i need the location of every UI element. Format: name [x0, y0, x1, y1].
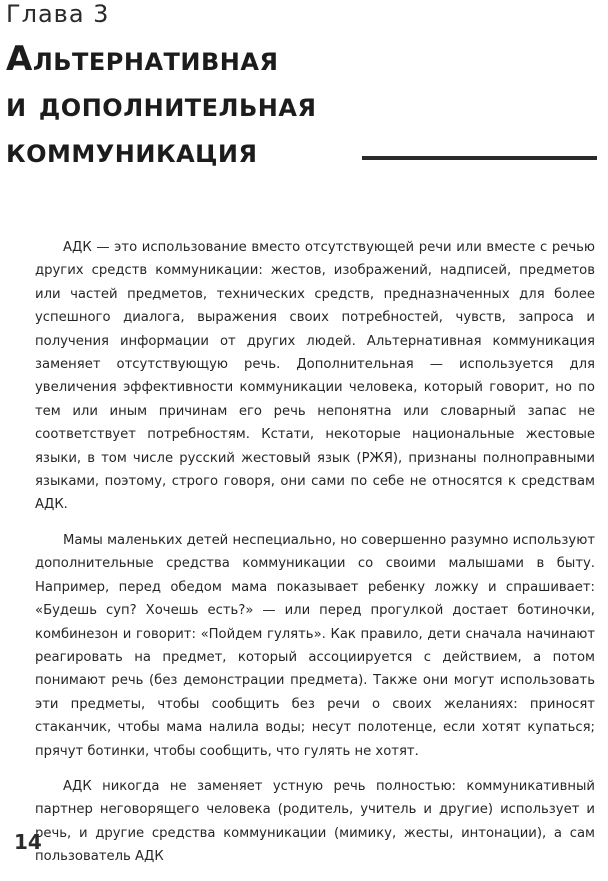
chapter-title-line: Альтернативная: [6, 39, 279, 79]
title-underline-rule: [362, 156, 597, 160]
chapter-title: [6, 36, 566, 174]
paragraph: АДК — это использование вместо отсутствующей речи или вместе с речью других средств коммуникации: жестов, изображений, надписей, предметов или частей предметов, технических средств, предназначенных для более успешного диалога, выражения своих потребностей, чувств, запроса и получения информации от других людей. Альтернативная коммуникация заменяет отсутствующую речь. Дополнительная — используется для увеличения эффективности коммуникации человека, который говорит, но по тем или иным причинам его речь непонятна или словарный запас не соответствует потребностям. Кстати, некоторые национальные жестовые языки, в том числе русский жестовый язык (РЖЯ), признаны полноправными языками, поэтому, строго говоря, они сами по себе не относятся к средствам АДК.: [35, 240, 595, 513]
chapter-title-line: коммуникация: [6, 131, 258, 171]
paragraph: АДК никогда не заменяет устную речь полностью: коммуникативный партнер неговорящего человека (родитель, учитель и другие) использует и речь, и другие средства коммуникации (мимику, жесты, интонации), а сам пользователь АДК: [35, 778, 595, 865]
page-number: 14: [14, 830, 42, 854]
chapter-label: Глава 3: [6, 0, 110, 28]
chapter-title-line: и дополнительная: [6, 85, 317, 125]
paragraph: Мамы маленьких детей неспециально, но совершенно разумно используют дополнительные средства коммуникации со своими малышами в быту. Например, перед обедом мама показывает ребенку ложку и спрашивает: «Будешь суп? Хочешь есть?» — или перед прогулкой достает ботиночки, комбинезон и говорит: «Пойдем гулять». Как правило, дети сначала начинают реагировать на предмет, который ассоциируется с действием, а потом понимают речь (без демонстрации предмета). Также они могут использовать эти предметы, чтобы сообщить без речи о своих желаниях: приносят стаканчик, чтобы мама налила воды; несут полотенце, если хотят купаться; прячут ботинки, чтобы сообщить, что гулять не хотят.: [35, 532, 595, 759]
body-text: [35, 236, 595, 881]
